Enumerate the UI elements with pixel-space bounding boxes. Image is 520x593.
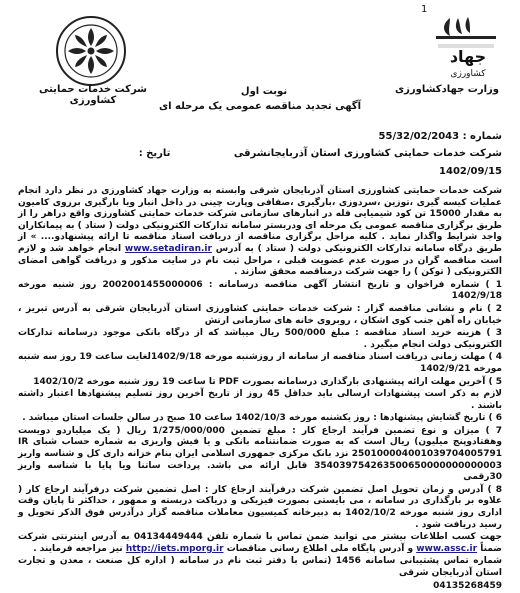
notice-title: آگهی تجدید مناقصه عمومی یک مرحله ای bbox=[158, 101, 362, 112]
notice-body bbox=[18, 186, 502, 593]
item-1: 1 ) شماره فراخوان و تاریخ انتشار آگهی مناقصه درسامانه : 2002001455000006 روز شنبه مورخه 1402/9/18 bbox=[18, 279, 503, 302]
item-3: 3 ) هزینه خرید اسناد مناقصه : مبلغ 500/000 ریال میباشد که از درگاه بانکی موجود درسامانه تدارکات الکترونیکی دولت انجام میگیرد . bbox=[18, 328, 503, 350]
org-date-row bbox=[18, 148, 502, 159]
refer-text: نیز مراجعه فرمایند . bbox=[33, 543, 123, 554]
notice-round: نوبت اول bbox=[240, 86, 288, 97]
support-company-logo bbox=[54, 14, 128, 88]
item-5: 5 ) آخرین مهلت ارائه پیشنهادی بارگذاری درسامانه بصورت PDF تا ساعت 19 روز شنبه مورخه 1402/10/2 bbox=[33, 376, 502, 387]
intro-paragraph bbox=[18, 186, 502, 279]
date-row bbox=[18, 166, 502, 177]
number-label: شماره : bbox=[462, 131, 502, 142]
assc-link[interactable]: www.assc.ir bbox=[416, 543, 478, 554]
item-7-text: 7 ) میزان و نوع تضمین فرآیند ارجاع کار : مبلغ تضمین 1/275/000/000 ریال ( یک میلیاردو دویست وهفتادوپنج میلیون) ریال است که به صورت ضمانتنامه بانکی و یا فیش واریزی به شماره حساب شبای IR 250100004001039704005791 نزد بانک مرکزی جمهوری اسلامی ایران بنام خزانه داری کل و شناسه واریز 354039754263500650000000000003 قابل ارائه می باشد. bbox=[18, 425, 503, 471]
date-value: 1402/09/15 bbox=[439, 166, 502, 177]
item-2: 2 ) نام و نشانی مناقصه گزار : شرکت خدمات حمایتی کشاورزی استان آذربایجان شرقی به آدرس تبریز ، خیابان راه آهن جنب کوی اشکان ، روبروی خانه های سازمانی ارتش bbox=[18, 303, 502, 326]
intro-continued: انجام خواهد شد و لازم است مناقصه گران در صورت عدم عضویت قبلی ، مراحل ثبت نام در سایت مذکور و دریافت گواهی امضای الکترونیکی ( توکن ) را جهت شرکت درمناقصه محقق سازند . bbox=[18, 243, 502, 278]
item-4: 4 ) مهلت زمانی دریافت اسناد مناقصه از سامانه از روزشنبه مورخه 1402/9/18لغایت ساعت 19 روز سه شنبه مورخه 1402/9/21 bbox=[18, 352, 502, 374]
number-value: 55/32/02/2043 bbox=[378, 131, 460, 142]
item-7 bbox=[18, 426, 502, 484]
ministry-logo bbox=[428, 14, 506, 82]
svg-text:جهاد: جهاد bbox=[449, 47, 487, 66]
svg-text:کشاورزی: کشاورزی bbox=[450, 69, 486, 79]
item-7-note: پرداخت ساتنا ویا پایا با شناسه واریز 30رقمی bbox=[18, 460, 502, 483]
item-8: 8 ) آدرس و زمان تحویل اصل تضمین شرکت درفرآیند ارجاع کار : اصل تضمین شرکت درفرآیند ارجاع کار ( علاوه بر بارگذاری در سامانه ، می بایستی بصورت فیزیکی و دریاکت دربسته و ممهور ، حداکثر تا پایان وقت اداری روز شنبه مورخه 1402/10/2 به دبیرخانه کمیسیون معاملات مناقصه گزار درآدرس فوق الذکر تحویل و رسید دریافت شود . bbox=[18, 484, 502, 530]
reference-number-row bbox=[18, 131, 502, 142]
support-phone: 04135268459 bbox=[433, 580, 502, 591]
contact-text: جهت کسب اطلاعات بیشتر می توانید ضمن تماس با شماره تلفن 04134449444 به آدرس اینترنتی شرکت ضمناً bbox=[18, 532, 502, 554]
date-label: تاریخ : bbox=[138, 148, 171, 159]
item-8-contact bbox=[18, 532, 502, 555]
item-6: 6 ) تاریخ گشایش پیشنهادها : روز یکشنبه مورخه 1402/10/3 ساعت 10 صبح در سالن جلسات استان میباشد . bbox=[22, 413, 502, 424]
setad-link[interactable]: www.setadiran.ir bbox=[124, 243, 212, 254]
intro-text: شرکت خدمات حمایتی کشاورزی استان آذربایجان شرقی وابسته به وزارت جهاد کشاورزی در نظر دارد انجام عملیات کیسه گیری ،توزین ،سردوزی ،بارگیری ،صفافی وپارت چینی در داخل انبار ویا بارگیری برروی کامیون به مقدار 15000 تن کود شیمیایی فله در انبارهای سازمانی شرکت خدمات حمایتی کشاورزی واقع دراهر را از طریق برگزاری مناقصه عمومی یک مرحله ای ودربستر سامانه تدارکات الکترونیکی دولت ( ستاد ) به پیمانکاران واجد شرایط واگذار نماید . کلیه مراحل برگزاری مناقصه از دریافت اسناد مناقصه تا ارائه پیشنهادو.... » از طریق درگاه سامانه تدارکات الکترونیکی دولت ( ستاد ) به آدرس bbox=[18, 186, 502, 254]
company-name: شرکت خدمات حمایتی کشاورزی bbox=[38, 84, 148, 106]
iets-label: و آدرس پایگاه ملی اطلاع رسانی مناقصات bbox=[226, 543, 414, 554]
org-line: شرکت خدمات حمایتی کشاورزی استان آذربایجانشرقی bbox=[233, 148, 502, 159]
support-contact: شماره تماس پشتیبانی سامانه 1456 (تماس با دفتر ثبت نام در سامانه ( اداره کل صنعت ، معدن و تجارت استان آذربایجان شرقی bbox=[18, 556, 503, 578]
ministry-name: وزارت جهادکشاورزی bbox=[394, 84, 500, 95]
item-5b: لازم به ذکر است پیشنهادات ارسالی باید حداقل 45 روز از تاریخ آخرین روز تسلیم پیشنهادها اعتبار داشته باشند . bbox=[18, 389, 502, 411]
iets-link[interactable]: http://iets.mporg.ir bbox=[125, 543, 224, 554]
page-number: 1 bbox=[421, 4, 428, 15]
